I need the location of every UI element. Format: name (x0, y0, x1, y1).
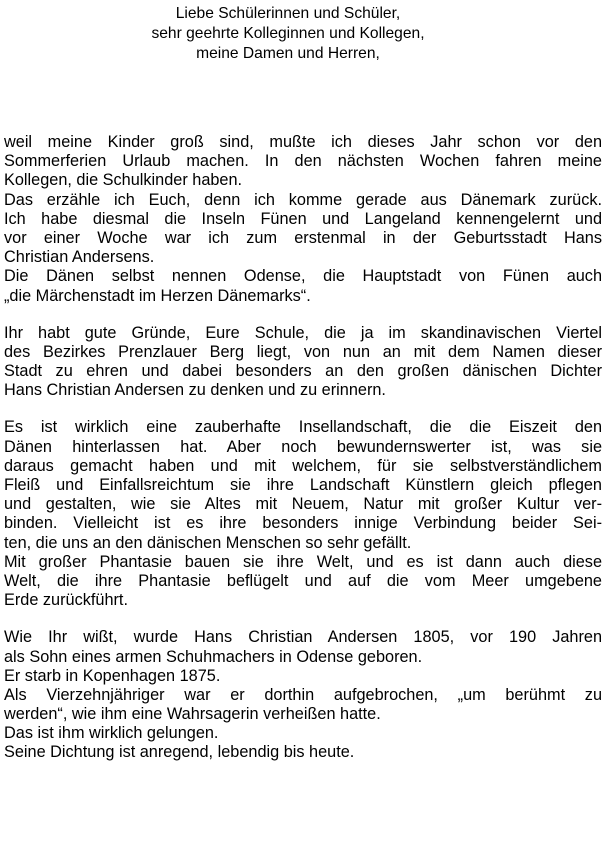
text-line: Es ist wirklich eine zauberhafte Insellandschaft, die die Eiszeit den (4, 418, 602, 437)
paragraph-gap (4, 306, 602, 324)
text-line: „die Märchenstadt im Herzen Dänemarks“. (4, 286, 311, 305)
text-line: Ich habe diesmal die Inseln Fünen und Langeland kennengelernt und (4, 209, 602, 228)
text-line: vor einer Woche war ich zum erstenmal in der Geburtsstadt Hans (4, 228, 602, 247)
text-line: weil meine Kinder groß sind, mußte ich dieses Jahr schon vor den (4, 133, 602, 151)
text-line: daraus gemacht haben und mit welchem, für sie selbstverständlichem (4, 456, 602, 475)
text-line: als Sohn eines armen Schuhmachers in Odense geboren. (4, 647, 423, 666)
salutation-line: sehr geehrte Kolleginnen und Kollegen, (151, 25, 425, 42)
text-line: des Bezirkes Prenzlauer Berg liegt, von nun an mit dem Namen dieser (4, 342, 602, 361)
text-line: Sommerferien Urlaub machen. In den nächsten Wochen fahren meine (4, 152, 602, 171)
text-line: binden. Vielleicht ist es ihre besonders innige Verbindung beider Sei- (4, 514, 602, 533)
salutation (96, 4, 480, 64)
text-line: Erde zurückführt. (4, 591, 128, 610)
text-line: werden“, wie ihm eine Wahrsagerin verheißen hatte. (4, 705, 381, 724)
text-line: Das erzähle ich Euch, denn ich komme gerade aus Dänemark zurück. (4, 190, 602, 209)
text-line: Er starb in Kopenhagen 1875. (4, 666, 221, 685)
text-line: ten, die uns an den dänischen Menschen so sehr gefällt. (4, 533, 412, 552)
paragraph-gap (4, 400, 602, 418)
text-line: Kollegen, die Schulkinder haben. (4, 171, 243, 190)
text-line: Welt, die ihre Phantasie beflügelt und auf die vom Meer umgebene (4, 571, 602, 590)
text-line: und gestalten, wie sie Altes mit Neuem, Natur mit großer Kultur ver- (4, 495, 602, 514)
speech-body (4, 133, 602, 763)
paragraph (4, 324, 602, 401)
paragraph (4, 418, 602, 610)
text-line: Christian Andersens. (4, 248, 155, 267)
text-line: Dänen hinterlassen hat. Aber noch bewundernswerter ist, was sie (4, 437, 602, 456)
text-line: Seine Dichtung ist anregend, lebendig bis heute. (4, 743, 355, 762)
text-line: Mit großer Phantasie bauen sie ihre Welt, und es ist dann auch diese (4, 552, 602, 571)
paragraph (4, 133, 602, 306)
text-line: Fleiß und Einfallsreichtum sie ihre Landschaft Künstlern gleich pflegen (4, 476, 602, 494)
text-line: Hans Christian Andersen zu denken und zu erinnern. (4, 381, 386, 400)
salutation-line: Liebe Schülerinnen und Schüler, (175, 5, 401, 22)
text-line: Wie Ihr wißt, wurde Hans Christian Andersen 1805, vor 190 Jahren (4, 628, 602, 647)
text-line: Stadt zu ehren und dabei besonders an den großen dänischen Dichter (4, 362, 602, 381)
salutation-line: meine Damen und Herren, (196, 45, 380, 62)
paragraph (4, 628, 602, 762)
text-line: Die Dänen selbst nennen Odense, die Hauptstadt von Fünen auch (4, 267, 602, 286)
text-line: Ihr habt gute Gründe, Eure Schule, die ja im skandinavischen Viertel (4, 323, 602, 342)
paragraph-gap (4, 610, 602, 628)
text-line: Als Vierzehnjähriger war er dorthin aufgebrochen, „um berühmt zu (4, 685, 602, 704)
text-line: Das ist ihm wirklich gelungen. (4, 724, 219, 743)
